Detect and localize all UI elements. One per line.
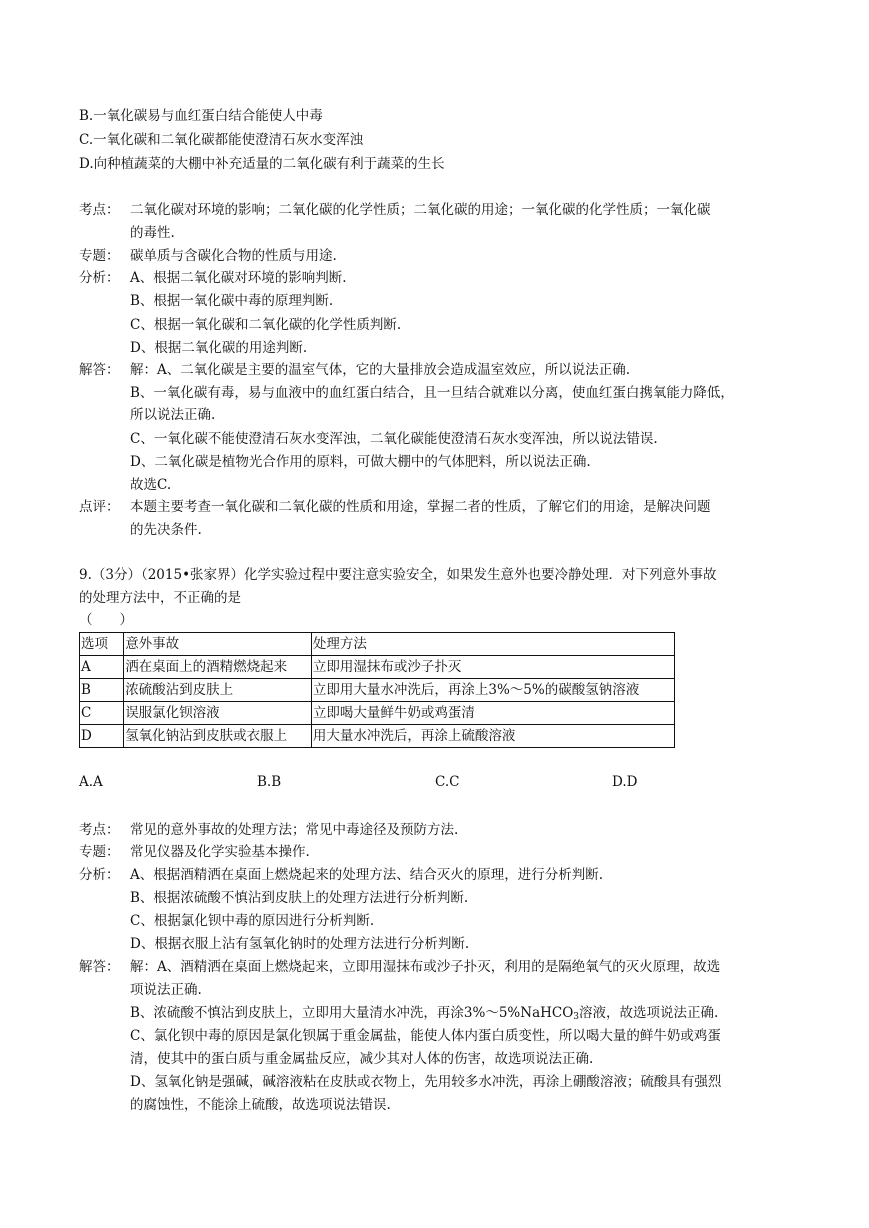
choice-c: C.C [435,774,460,790]
q9-jieda-b-subscript: 3 [573,1012,580,1022]
row-a-option: A [80,656,124,679]
q9-jieda-line-2: 项说法正确. [130,982,202,998]
q9-jieda-b-tail: 溶液，故选项说法正确. [579,1005,719,1021]
q8-jieda-line-5: D、二氧化碳是植物光合作用的原料，可做大棚中的气体肥料，所以说法正确. [130,454,591,470]
q8-jieda-line-3: 所以说法正确. [130,407,216,423]
q9-zhuanti-label: 专题： [79,844,120,860]
q9-jieda-line-b [130,1004,718,1022]
row-a-accident: 洒在桌面上的酒精燃烧起来 [124,656,312,679]
table-row [80,679,675,702]
q9-jieda-line-c2: 清，使其中的蛋白质与重金属盐反应，减少其对人体的伤害，故选项说法正确. [130,1051,594,1067]
q9-jieda-line-d1: D、氢氧化钠是强碱，碱溶液粘在皮肤或衣物上，先用较多水冲洗，再涂上硼酸溶液；硫酸具有强烈 [130,1074,722,1090]
q8-option-b: B.一氧化碳易与血红蛋白结合能使人中毒 [79,108,323,124]
q9-fenxi-label: 分析： [79,867,120,883]
q9-jieda-label: 解答： [79,959,120,975]
q8-option-c: C.一氧化碳和二氧化碳都能使澄清石灰水变浑浊 [79,132,364,148]
row-b-accident: 浓硫酸沾到皮肤上 [124,679,312,702]
q8-jieda-line-6: 故选C. [130,477,172,493]
header-method: 处理方法 [311,633,674,656]
q8-zhuanti: 碳单质与含碳化合物的性质与用途. [130,248,337,264]
q9-stem-line-2: 的处理方法中，不正确的是 [79,590,241,606]
row-d-accident: 氢氧化钠沾到皮肤或衣服上 [124,725,312,748]
q8-fenxi-label: 分析： [79,270,120,286]
q8-dianping-label: 点评： [79,499,120,515]
q9-kaodian-label: 考点： [79,822,120,838]
q8-jieda-line-4: C、一氧化碳不能使澄清石灰水变浑浊，二氧化碳能使澄清石灰水变浑浊，所以说法错误. [130,431,658,447]
choice-b: B.B [257,774,282,790]
q8-fenxi-b: B、根据一氧化碳中毒的原理判断. [130,293,334,309]
row-c-option: C [80,702,124,725]
q8-jieda-line-2: B、一氧化碳有毒，易与血液中的血红蛋白结合，且一旦结合就难以分离，使血红蛋白携氧能力降低， [130,385,734,401]
row-c-accident: 误服氯化钡溶液 [124,702,312,725]
row-c-method: 立即喝大量鲜牛奶或鸡蛋清 [311,702,674,725]
q8-jieda-line-1: 解：A、二氧化碳是主要的温室气体，它的大量排放会造成温室效应，所以说法正确. [130,362,631,378]
q8-fenxi-c: C、根据一氧化碳和二氧化碳的化学性质判断. [130,317,402,333]
table-row [80,702,675,725]
table-row [80,656,675,679]
q9-jieda-line-1: 解：A、酒精洒在桌面上燃烧起来，立即用湿抹布或沙子扑灭，利用的是隔绝氧气的灭火原理，故选 [130,959,721,975]
q8-dianping-line-1: 本题主要考查一氧化碳和二氧化碳的性质和用途，掌握二者的性质，了解它们的用途，是解决问题 [130,499,711,515]
q8-fenxi-d: D、根据二氧化碳的用途判断. [130,340,308,356]
header-option: 选项 [80,633,124,656]
row-d-option: D [80,725,124,748]
q9-fenxi-a: A、根据酒精洒在桌面上燃烧起来的处理方法、结合灭火的原理，进行分析判断. [130,867,604,883]
q9-fenxi-b: B、根据浓硫酸不慎沾到皮肤上的处理方法进行分析判断. [130,890,469,906]
q8-option-d: D.向种植蔬菜的大棚中补充适量的二氧化碳有利于蔬菜的生长 [79,156,445,172]
accident-table [79,632,675,748]
q8-dianping-line-2: 的先决条件. [130,522,202,538]
q8-zhuanti-label: 专题： [79,248,120,264]
q9-fenxi-c: C、根据氯化钡中毒的原因进行分析判断. [130,913,375,929]
q9-stem-blank: （ ） [79,612,133,628]
q9-zhuanti: 常见仪器及化学实验基本操作. [130,844,310,860]
q9-kaodian: 常见的意外事故的处理方法；常见中毒途径及预防方法. [130,822,459,838]
row-d-method: 用大量水冲洗后，再涂上硫酸溶液 [311,725,674,748]
choice-a: A.A [79,774,103,790]
row-b-option: B [80,679,124,702]
q9-stem-line-1: 9.（3分）（2015•张家界）化学实验过程中要注意实验安全，如果发生意外也要冷静处理．对下列意外事故 [79,567,717,583]
q9-fenxi-d: D、根据衣服上沾有氢氧化钠时的处理方法进行分析判断. [130,936,470,952]
q8-fenxi-a: A、根据二氧化碳对环境的影响判断. [130,270,347,286]
table-header-row [80,633,675,656]
q8-jieda-label: 解答： [79,362,120,378]
q9-jieda-line-c1: C、氯化钡中毒的原因是氯化钡属于重金属盐，能使人体内蛋白质变性，所以喝大量的鲜牛奶或鸡蛋 [130,1028,721,1044]
q9-jieda-b-text: B、浓硫酸不慎沾到皮肤上，立即用大量清水冲洗，再涂3%～5%NaHCO [130,1005,574,1021]
choice-d: D.D [612,774,638,790]
table-row [80,725,675,748]
q8-kaodian-line-2: 的毒性. [130,225,175,241]
row-a-method: 立即用湿抹布或沙子扑灭 [311,656,674,679]
q9-jieda-line-d2: 的腐蚀性，不能涂上硫酸，故选项说法错误. [130,1097,391,1113]
header-accident: 意外事故 [124,633,312,656]
q8-kaodian-label: 考点： [79,202,120,218]
row-b-method: 立即用大量水冲洗后，再涂上3%～5%的碳酸氢钠溶液 [311,679,674,702]
q8-kaodian-line-1: 二氧化碳对环境的影响；二氧化碳的化学性质；二氧化碳的用途；一氧化碳的化学性质；一氧化碳 [130,202,711,218]
